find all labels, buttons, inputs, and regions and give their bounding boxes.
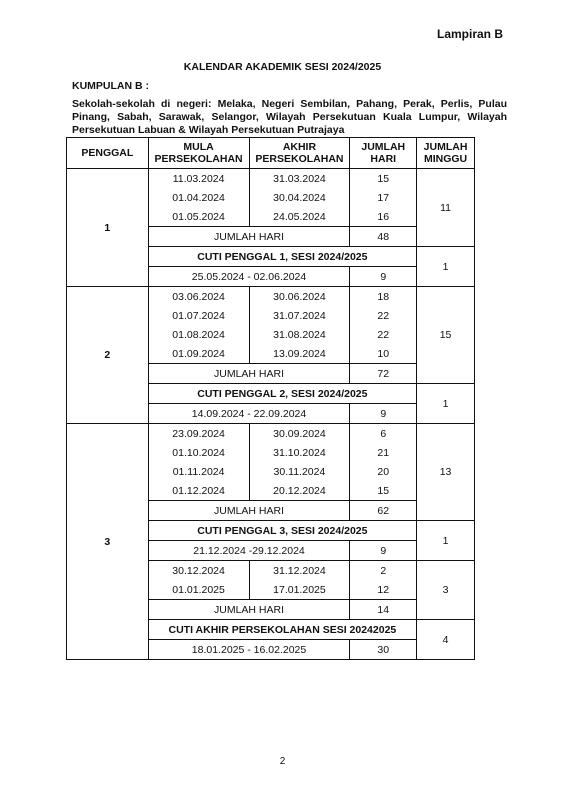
day-count: 17 <box>350 188 417 207</box>
start-date: 01.01.2025 <box>148 580 249 600</box>
start-date: 01.12.2024 <box>148 481 249 501</box>
total-days-label: JUMLAH HARI <box>148 600 350 620</box>
end-date: 30.11.2024 <box>249 462 350 481</box>
document-title: KALENDAR AKADEMIK SESI 2024/2025 <box>183 61 382 73</box>
start-date: 01.07.2024 <box>148 306 249 325</box>
break-title: CUTI PENGGAL 1, SESI 2024/2025 <box>148 247 416 267</box>
start-date: 03.06.2024 <box>148 287 249 307</box>
start-date: 01.09.2024 <box>148 344 249 364</box>
start-date: 01.10.2024 <box>148 443 249 462</box>
end-date: 20.12.2024 <box>249 481 350 501</box>
end-break-title: CUTI AKHIR PERSEKOLAHAN SESI 20242025 <box>148 620 416 640</box>
header-days: JUMLAH HARI <box>350 138 417 169</box>
header-row <box>67 138 475 169</box>
start-date: 01.04.2024 <box>148 188 249 207</box>
start-date: 30.12.2024 <box>148 561 249 581</box>
appendix-label: Lampiran B <box>436 27 503 41</box>
total-days-value: 48 <box>350 227 417 247</box>
break-days: 9 <box>350 267 417 287</box>
table-row <box>67 287 475 307</box>
term-number: 1 <box>67 169 149 287</box>
day-count: 10 <box>350 344 417 364</box>
end-date: 13.09.2024 <box>249 344 350 364</box>
end-date: 31.07.2024 <box>249 306 350 325</box>
end-date: 31.08.2024 <box>249 325 350 344</box>
break-range: 25.05.2024 - 02.06.2024 <box>148 267 350 287</box>
page-number: 2 <box>279 756 286 767</box>
end-date: 24.05.2024 <box>249 207 350 227</box>
day-count: 2 <box>350 561 417 581</box>
end-date: 31.03.2024 <box>249 169 350 189</box>
end-date: 30.06.2024 <box>249 287 350 307</box>
week-count: 3 <box>417 561 475 620</box>
day-count: 18 <box>350 287 417 307</box>
week-count: 15 <box>417 287 475 384</box>
total-days-label: JUMLAH HARI <box>148 364 350 384</box>
table-row <box>67 169 475 189</box>
start-date: 01.11.2024 <box>148 462 249 481</box>
total-days-label: JUMLAH HARI <box>148 227 350 247</box>
term-number: 2 <box>67 287 149 424</box>
total-days-value: 72 <box>350 364 417 384</box>
day-count: 15 <box>350 481 417 501</box>
header-end: AKHIR PERSEKOLAHAN <box>249 138 350 169</box>
week-count: 13 <box>417 424 475 521</box>
end-date: 30.09.2024 <box>249 424 350 444</box>
break-title: CUTI PENGGAL 2, SESI 2024/2025 <box>148 384 416 404</box>
end-date: 17.01.2025 <box>249 580 350 600</box>
end-date: 31.10.2024 <box>249 443 350 462</box>
start-date: 01.08.2024 <box>148 325 249 344</box>
end-date: 31.12.2024 <box>249 561 350 581</box>
day-count: 12 <box>350 580 417 600</box>
day-count: 16 <box>350 207 417 227</box>
end-break-range: 18.01.2025 - 16.02.2025 <box>148 640 350 660</box>
end-break-weeks: 4 <box>417 620 475 660</box>
week-count: 11 <box>417 169 475 247</box>
total-days-value: 14 <box>350 600 417 620</box>
header-start: MULA PERSEKOLAHAN <box>148 138 249 169</box>
total-days-value: 62 <box>350 501 417 521</box>
day-count: 22 <box>350 325 417 344</box>
end-date: 30.04.2024 <box>249 188 350 207</box>
day-count: 22 <box>350 306 417 325</box>
total-days-label: JUMLAH HARI <box>148 501 350 521</box>
day-count: 15 <box>350 169 417 189</box>
start-date: 01.05.2024 <box>148 207 249 227</box>
day-count: 6 <box>350 424 417 444</box>
break-weeks: 1 <box>417 247 475 287</box>
academic-calendar-table <box>66 137 475 660</box>
table-row <box>67 424 475 444</box>
break-days: 9 <box>350 404 417 424</box>
term-number: 3 <box>67 424 149 660</box>
group-label: KUMPULAN B : <box>72 80 149 92</box>
break-weeks: 1 <box>417 384 475 424</box>
start-date: 11.03.2024 <box>148 169 249 189</box>
header-term: PENGGAL <box>67 138 149 169</box>
day-count: 20 <box>350 462 417 481</box>
break-range: 14.09.2024 - 22.09.2024 <box>148 404 350 424</box>
group-description: Sekolah-sekolah di negeri: Melaka, Negeri Sembilan, Pahang, Perak, Perlis, Pulau Pinang, Sabah, Sarawak, Selangor, Wilayah Persekutuan Kuala Lumpur, Wilayah Persekutuan Labuan & Wilayah Persekutuan Putrajaya <box>72 98 507 136</box>
end-break-days: 30 <box>350 640 417 660</box>
day-count: 21 <box>350 443 417 462</box>
header-weeks: JUMLAH MINGGU <box>417 138 475 169</box>
break-title: CUTI PENGGAL 3, SESI 2024/2025 <box>148 521 416 541</box>
break-days: 9 <box>350 541 417 561</box>
start-date: 23.09.2024 <box>148 424 249 444</box>
break-weeks: 1 <box>417 521 475 561</box>
break-range: 21.12.2024 -29.12.2024 <box>148 541 350 561</box>
